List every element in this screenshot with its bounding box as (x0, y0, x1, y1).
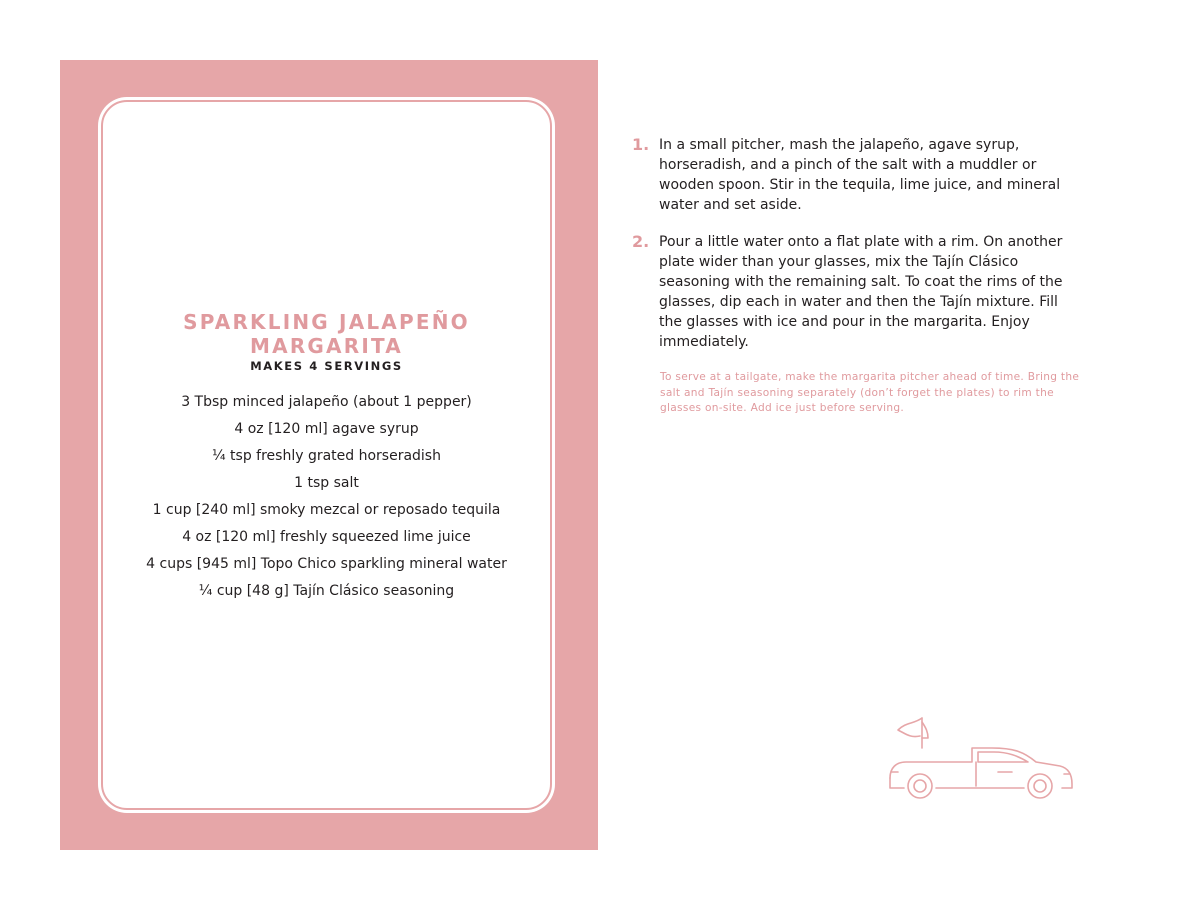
ingredient-item: 1 tsp salt (294, 475, 359, 491)
ingredient-item: 1 cup [240 ml] smoky mezcal or reposado tequila (152, 502, 501, 518)
servings-label: MAKES 4 SERVINGS (250, 359, 403, 373)
step-text: In a small pitcher, mash the jalapeño, agave syrup, horseradish, and a pinch of the salt with a muddler or wooden spoon. Stir in the tequila, lime juice, and mineral water and set aside. (659, 137, 1061, 213)
step-number: 2. (632, 232, 650, 251)
ingredient-list (103, 389, 550, 605)
ingredient-item: 3 Tbsp minced jalapeño (about 1 pepper) (181, 394, 472, 410)
tailgate-tip-note: To serve at a tailgate, make the margarita pitcher ahead of time. Bring the salt and Tajín seasoning separately (don’t forget the plates) to rim the glasses on-site. Add ice just before serving. (660, 371, 1080, 414)
ingredient-item: 4 oz [120 ml] agave syrup (234, 421, 419, 437)
recipe-panel (60, 60, 598, 850)
recipe-title (103, 310, 550, 358)
recipe-title-line-2: MARGARITA (250, 334, 403, 358)
recipe-card-content (103, 310, 550, 605)
step-number: 1. (632, 135, 650, 154)
recipe-card (101, 100, 552, 810)
ingredient-item: ¼ tsp freshly grated horseradish (212, 448, 441, 464)
instruction-step (632, 135, 1077, 215)
ingredient-item: ¼ cup [48 g] Tajín Clásico seasoning (198, 583, 455, 599)
instruction-step (632, 232, 1077, 352)
instruction-steps (632, 135, 1077, 369)
ingredient-item: 4 cups [945 ml] Topo Chico sparkling mineral water (146, 556, 507, 572)
recipe-title-line-1: SPARKLING JALAPEÑO (183, 310, 470, 334)
pickup-truck-with-flag-icon (884, 712, 1076, 808)
step-text: Pour a little water onto a flat plate with a rim. On another plate wider than your glasses, mix the Tajín Clásico seasoning with the remaining salt. To coat the rims of the glasses, dip each in water and then the Tajín mixture. Fill the glasses with ice and pour in the margarita. Enjoy immediately. (659, 234, 1063, 350)
ingredient-item: 4 oz [120 ml] freshly squeezed lime juice (182, 529, 471, 545)
